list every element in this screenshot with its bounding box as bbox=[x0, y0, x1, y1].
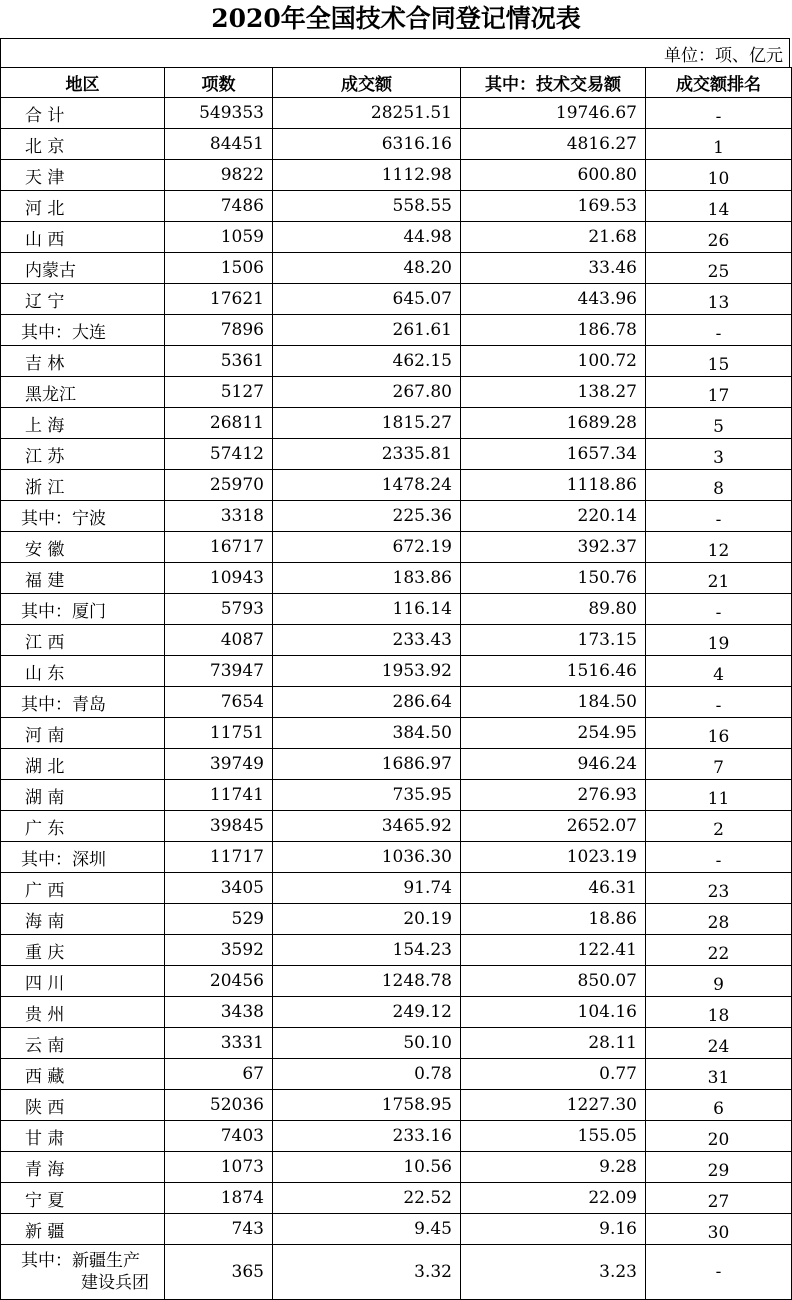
table-row bbox=[1, 1245, 792, 1300]
count-cell: 5361 bbox=[165, 346, 273, 377]
amount-cell: 261.61 bbox=[273, 315, 461, 346]
tech-amount-cell: 22.09 bbox=[461, 1183, 646, 1214]
count-cell: 11751 bbox=[165, 718, 273, 749]
region-cell: 福 建 bbox=[1, 563, 165, 594]
count-cell: 3331 bbox=[165, 1028, 273, 1059]
table-row bbox=[1, 935, 792, 966]
region-cell: 湖 南 bbox=[1, 780, 165, 811]
tech-amount-cell: 1689.28 bbox=[461, 408, 646, 439]
count-cell: 39845 bbox=[165, 811, 273, 842]
region-cell: 河 北 bbox=[1, 191, 165, 222]
count-cell: 7403 bbox=[165, 1121, 273, 1152]
tech-amount-cell: 443.96 bbox=[461, 284, 646, 315]
tech-amount-cell: 850.07 bbox=[461, 966, 646, 997]
amount-cell: 233.16 bbox=[273, 1121, 461, 1152]
count-cell: 1059 bbox=[165, 222, 273, 253]
count-cell: 57412 bbox=[165, 439, 273, 470]
amount-cell: 116.14 bbox=[273, 594, 461, 625]
rank-cell: 12 bbox=[646, 532, 792, 563]
count-cell: 1874 bbox=[165, 1183, 273, 1214]
count-cell: 52036 bbox=[165, 1090, 273, 1121]
tech-amount-cell: 600.80 bbox=[461, 160, 646, 191]
region-cell: 辽 宁 bbox=[1, 284, 165, 315]
region-cell: 内蒙古 bbox=[1, 253, 165, 284]
tech-amount-cell: 946.24 bbox=[461, 749, 646, 780]
table-row bbox=[1, 191, 792, 222]
table-row bbox=[1, 501, 792, 532]
table-row bbox=[1, 1121, 792, 1152]
table-row bbox=[1, 1183, 792, 1214]
count-cell: 17621 bbox=[165, 284, 273, 315]
rank-cell: 28 bbox=[646, 904, 792, 935]
table-row bbox=[1, 284, 792, 315]
amount-cell: 672.19 bbox=[273, 532, 461, 563]
rank-cell: 31 bbox=[646, 1059, 792, 1090]
tech-amount-cell: 33.46 bbox=[461, 253, 646, 284]
region-line-2: 建设兵团 bbox=[81, 1273, 149, 1293]
tech-amount-cell: 104.16 bbox=[461, 997, 646, 1028]
rank-cell: 3 bbox=[646, 439, 792, 470]
rank-cell: - bbox=[646, 315, 792, 346]
table-row bbox=[1, 718, 792, 749]
region-cell: 贵 州 bbox=[1, 997, 165, 1028]
tech-amount-cell: 1023.19 bbox=[461, 842, 646, 873]
table-row bbox=[1, 749, 792, 780]
tech-amount-cell: 1227.30 bbox=[461, 1090, 646, 1121]
region-cell: 江 西 bbox=[1, 625, 165, 656]
tech-amount-cell: 184.50 bbox=[461, 687, 646, 718]
region-cell: 陕 西 bbox=[1, 1090, 165, 1121]
region-cell: 北 京 bbox=[1, 129, 165, 160]
amount-cell: 225.36 bbox=[273, 501, 461, 532]
tech-amount-cell: 173.15 bbox=[461, 625, 646, 656]
tech-amount-cell: 100.72 bbox=[461, 346, 646, 377]
amount-cell: 28251.51 bbox=[273, 98, 461, 129]
amount-cell: 20.19 bbox=[273, 904, 461, 935]
rank-cell: - bbox=[646, 501, 792, 532]
header-row bbox=[1, 68, 792, 98]
tech-amount-cell: 4816.27 bbox=[461, 129, 646, 160]
count-cell: 7654 bbox=[165, 687, 273, 718]
rank-cell: - bbox=[646, 687, 792, 718]
region-cell bbox=[1, 1245, 165, 1300]
rank-cell: 17 bbox=[646, 377, 792, 408]
table-row bbox=[1, 222, 792, 253]
table-row bbox=[1, 656, 792, 687]
table-body bbox=[1, 98, 792, 1245]
rank-cell: 16 bbox=[646, 718, 792, 749]
amount-cell: 0.78 bbox=[273, 1059, 461, 1090]
table-row bbox=[1, 594, 792, 625]
count-cell: 4087 bbox=[165, 625, 273, 656]
rank-cell: 20 bbox=[646, 1121, 792, 1152]
amount-cell: 1758.95 bbox=[273, 1090, 461, 1121]
tech-amount-cell: 254.95 bbox=[461, 718, 646, 749]
table-row bbox=[1, 966, 792, 997]
amount-cell: 1953.92 bbox=[273, 656, 461, 687]
region-cell: 山 东 bbox=[1, 656, 165, 687]
count-cell: 26811 bbox=[165, 408, 273, 439]
amount-cell: 9.45 bbox=[273, 1214, 461, 1245]
rank-cell: 15 bbox=[646, 346, 792, 377]
rank-cell: 6 bbox=[646, 1090, 792, 1121]
rank-cell: - bbox=[646, 98, 792, 129]
amount-cell: 249.12 bbox=[273, 997, 461, 1028]
amount-cell: 183.86 bbox=[273, 563, 461, 594]
region-cell: 其中：大连 bbox=[1, 315, 165, 346]
amount-cell: 1815.27 bbox=[273, 408, 461, 439]
table-row bbox=[1, 98, 792, 129]
tech-amount-cell: 155.05 bbox=[461, 1121, 646, 1152]
tech-amount-cell: 1516.46 bbox=[461, 656, 646, 687]
amount-cell: 1686.97 bbox=[273, 749, 461, 780]
table-row bbox=[1, 1028, 792, 1059]
tech-amount-cell: 46.31 bbox=[461, 873, 646, 904]
region-line-1: 其中：新疆生产 bbox=[21, 1251, 140, 1271]
table-row bbox=[1, 377, 792, 408]
count-cell: 3592 bbox=[165, 935, 273, 966]
tech-amount-cell: 122.41 bbox=[461, 935, 646, 966]
rank-cell: 10 bbox=[646, 160, 792, 191]
count-cell: 3405 bbox=[165, 873, 273, 904]
table-row bbox=[1, 439, 792, 470]
rank-cell: - bbox=[646, 1245, 792, 1300]
table-row bbox=[1, 1214, 792, 1245]
amount-cell: 50.10 bbox=[273, 1028, 461, 1059]
rank-cell: 1 bbox=[646, 129, 792, 160]
count-cell: 3438 bbox=[165, 997, 273, 1028]
amount-cell: 1478.24 bbox=[273, 470, 461, 501]
rank-cell: 11 bbox=[646, 780, 792, 811]
count-cell: 5127 bbox=[165, 377, 273, 408]
region-cell: 其中：深圳 bbox=[1, 842, 165, 873]
count-cell: 11741 bbox=[165, 780, 273, 811]
region-cell: 江 苏 bbox=[1, 439, 165, 470]
region-cell: 甘 肃 bbox=[1, 1121, 165, 1152]
count-cell: 9822 bbox=[165, 160, 273, 191]
header-tech-amount: 其中：技术交易额 bbox=[461, 68, 646, 98]
table-row bbox=[1, 811, 792, 842]
table-row bbox=[1, 470, 792, 501]
amount-cell: 384.50 bbox=[273, 718, 461, 749]
count-cell: 84451 bbox=[165, 129, 273, 160]
amount-cell: 44.98 bbox=[273, 222, 461, 253]
rank-cell: 14 bbox=[646, 191, 792, 222]
amount-cell: 3.32 bbox=[273, 1245, 461, 1300]
header-region: 地区 bbox=[1, 68, 165, 98]
region-cell: 河 南 bbox=[1, 718, 165, 749]
table-row bbox=[1, 563, 792, 594]
region-cell: 安 徽 bbox=[1, 532, 165, 563]
amount-cell: 91.74 bbox=[273, 873, 461, 904]
region-cell: 山 西 bbox=[1, 222, 165, 253]
rank-cell: 5 bbox=[646, 408, 792, 439]
rank-cell: 24 bbox=[646, 1028, 792, 1059]
table-row bbox=[1, 780, 792, 811]
amount-cell: 286.64 bbox=[273, 687, 461, 718]
amount-cell: 267.80 bbox=[273, 377, 461, 408]
table-row bbox=[1, 997, 792, 1028]
amount-cell: 558.55 bbox=[273, 191, 461, 222]
rank-cell: 18 bbox=[646, 997, 792, 1028]
table-row bbox=[1, 408, 792, 439]
count-cell: 529 bbox=[165, 904, 273, 935]
amount-cell: 1036.30 bbox=[273, 842, 461, 873]
amount-cell: 154.23 bbox=[273, 935, 461, 966]
amount-cell: 10.56 bbox=[273, 1152, 461, 1183]
table-row bbox=[1, 346, 792, 377]
rank-cell: 19 bbox=[646, 625, 792, 656]
rank-cell: 8 bbox=[646, 470, 792, 501]
count-cell: 365 bbox=[165, 1245, 273, 1300]
rank-cell: 2 bbox=[646, 811, 792, 842]
tech-amount-cell: 276.93 bbox=[461, 780, 646, 811]
amount-cell: 2335.81 bbox=[273, 439, 461, 470]
region-cell: 合 计 bbox=[1, 98, 165, 129]
table-row bbox=[1, 625, 792, 656]
tech-amount-cell: 1657.34 bbox=[461, 439, 646, 470]
region-cell: 宁 夏 bbox=[1, 1183, 165, 1214]
amount-cell: 645.07 bbox=[273, 284, 461, 315]
region-cell: 青 海 bbox=[1, 1152, 165, 1183]
rank-cell: 7 bbox=[646, 749, 792, 780]
tech-amount-cell: 150.76 bbox=[461, 563, 646, 594]
tech-amount-cell: 9.16 bbox=[461, 1214, 646, 1245]
tech-amount-cell: 3.23 bbox=[461, 1245, 646, 1300]
rank-cell: 22 bbox=[646, 935, 792, 966]
region-cell: 浙 江 bbox=[1, 470, 165, 501]
table-row bbox=[1, 904, 792, 935]
amount-cell: 3465.92 bbox=[273, 811, 461, 842]
amount-cell: 1248.78 bbox=[273, 966, 461, 997]
count-cell: 16717 bbox=[165, 532, 273, 563]
rank-cell: 30 bbox=[646, 1214, 792, 1245]
region-cell: 其中：青岛 bbox=[1, 687, 165, 718]
region-cell: 新 疆 bbox=[1, 1214, 165, 1245]
rank-cell: 4 bbox=[646, 656, 792, 687]
table-row bbox=[1, 532, 792, 563]
table-row bbox=[1, 129, 792, 160]
header-rank: 成交额排名 bbox=[646, 68, 792, 98]
tech-amount-cell: 18.86 bbox=[461, 904, 646, 935]
count-cell: 10943 bbox=[165, 563, 273, 594]
unit-row bbox=[0, 38, 790, 68]
region-cell: 西 藏 bbox=[1, 1059, 165, 1090]
region-cell: 其中：厦门 bbox=[1, 594, 165, 625]
rank-cell: 25 bbox=[646, 253, 792, 284]
rank-cell: 13 bbox=[646, 284, 792, 315]
table-row bbox=[1, 1059, 792, 1090]
amount-cell: 22.52 bbox=[273, 1183, 461, 1214]
tech-amount-cell: 392.37 bbox=[461, 532, 646, 563]
table-row bbox=[1, 842, 792, 873]
count-cell: 67 bbox=[165, 1059, 273, 1090]
tech-amount-cell: 2652.07 bbox=[461, 811, 646, 842]
rank-cell: - bbox=[646, 594, 792, 625]
region-cell: 黑龙江 bbox=[1, 377, 165, 408]
amount-cell: 48.20 bbox=[273, 253, 461, 284]
count-cell: 7486 bbox=[165, 191, 273, 222]
table-row bbox=[1, 1152, 792, 1183]
count-cell: 549353 bbox=[165, 98, 273, 129]
count-cell: 73947 bbox=[165, 656, 273, 687]
header-amount: 成交额 bbox=[273, 68, 461, 98]
table-row bbox=[1, 687, 792, 718]
count-cell: 20456 bbox=[165, 966, 273, 997]
data-table bbox=[0, 67, 792, 1300]
tech-amount-cell: 28.11 bbox=[461, 1028, 646, 1059]
count-cell: 743 bbox=[165, 1214, 273, 1245]
table-row bbox=[1, 315, 792, 346]
region-cell: 云 南 bbox=[1, 1028, 165, 1059]
tech-amount-cell: 1118.86 bbox=[461, 470, 646, 501]
count-cell: 39749 bbox=[165, 749, 273, 780]
rank-cell: 26 bbox=[646, 222, 792, 253]
tech-amount-cell: 220.14 bbox=[461, 501, 646, 532]
rank-cell: 29 bbox=[646, 1152, 792, 1183]
count-cell: 11717 bbox=[165, 842, 273, 873]
tech-amount-cell: 21.68 bbox=[461, 222, 646, 253]
region-cell: 天 津 bbox=[1, 160, 165, 191]
tech-amount-cell: 89.80 bbox=[461, 594, 646, 625]
region-cell: 广 东 bbox=[1, 811, 165, 842]
rank-cell: 23 bbox=[646, 873, 792, 904]
tech-amount-cell: 169.53 bbox=[461, 191, 646, 222]
table-row bbox=[1, 160, 792, 191]
tech-amount-cell: 19746.67 bbox=[461, 98, 646, 129]
region-cell: 其中：宁波 bbox=[1, 501, 165, 532]
region-cell: 湖 北 bbox=[1, 749, 165, 780]
rank-cell: 21 bbox=[646, 563, 792, 594]
rank-cell: 9 bbox=[646, 966, 792, 997]
unit-label: 单位：项、亿元 bbox=[664, 46, 783, 66]
table-row bbox=[1, 253, 792, 284]
amount-cell: 233.43 bbox=[273, 625, 461, 656]
count-cell: 1506 bbox=[165, 253, 273, 284]
tech-amount-cell: 0.77 bbox=[461, 1059, 646, 1090]
count-cell: 7896 bbox=[165, 315, 273, 346]
count-cell: 5793 bbox=[165, 594, 273, 625]
tech-amount-cell: 186.78 bbox=[461, 315, 646, 346]
rank-cell: - bbox=[646, 842, 792, 873]
count-cell: 3318 bbox=[165, 501, 273, 532]
table-row bbox=[1, 1090, 792, 1121]
amount-cell: 1112.98 bbox=[273, 160, 461, 191]
rank-cell: 27 bbox=[646, 1183, 792, 1214]
region-cell: 海 南 bbox=[1, 904, 165, 935]
region-cell: 重 庆 bbox=[1, 935, 165, 966]
region-cell: 四 川 bbox=[1, 966, 165, 997]
amount-cell: 462.15 bbox=[273, 346, 461, 377]
header-count: 项数 bbox=[165, 68, 273, 98]
amount-cell: 6316.16 bbox=[273, 129, 461, 160]
table-row bbox=[1, 873, 792, 904]
count-cell: 25970 bbox=[165, 470, 273, 501]
region-cell: 广 西 bbox=[1, 873, 165, 904]
region-cell: 上 海 bbox=[1, 408, 165, 439]
table-title: 2020年全国技术合同登记情况表 bbox=[211, 4, 581, 33]
tech-amount-cell: 138.27 bbox=[461, 377, 646, 408]
region-cell: 吉 林 bbox=[1, 346, 165, 377]
count-cell: 1073 bbox=[165, 1152, 273, 1183]
amount-cell: 735.95 bbox=[273, 780, 461, 811]
tech-amount-cell: 9.28 bbox=[461, 1152, 646, 1183]
